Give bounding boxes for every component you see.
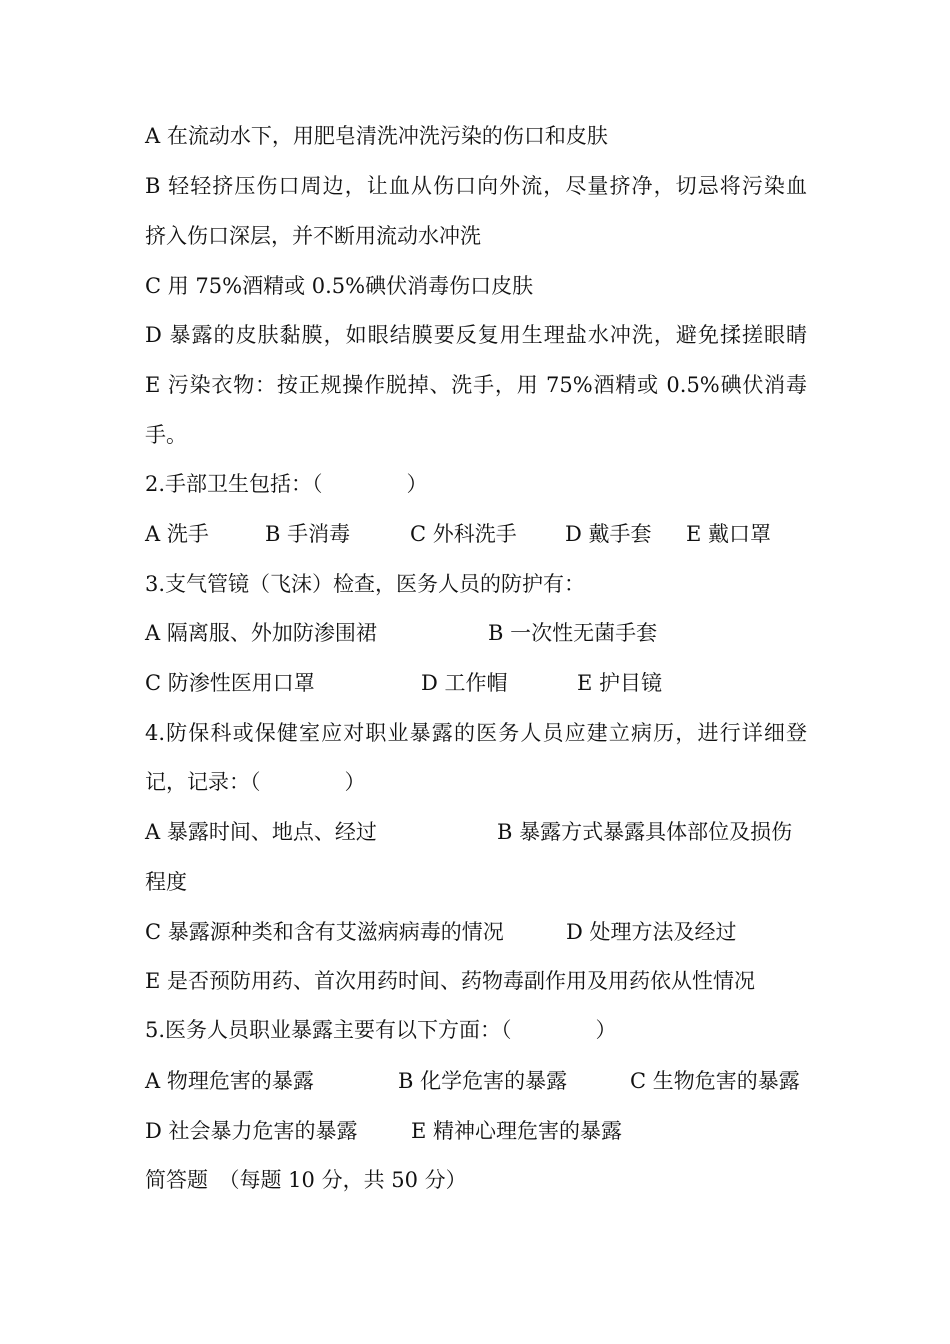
q5-option-d: D 社会暴力危害的暴露 [145,1119,358,1143]
q2-option-a: A 洗手 [145,522,209,546]
q4-option-a: A 暴露时间、地点、经过 [145,820,377,844]
q1-option-d: D 暴露的皮肤黏膜，如眼结膜要反复用生理盐水冲洗，避免揉搓眼睛 [145,323,807,347]
q5-question: 5.医务人员职业暴露主要有以下方面：（ ） [145,1018,617,1042]
q2-question: 2.手部卫生包括：（ ） [145,472,428,496]
q3-question: 3.支气管镜（飞沫）检查，医务人员的防护有： [145,572,586,596]
q1-option-b-line1: B 轻轻挤压伤口周边，让血从伤口向外流，尽量挤净，切忌将污染血 [145,174,807,198]
q3-option-a: A 隔离服、外加防渗围裙 [145,621,377,645]
q3-option-d: D 工作帽 [421,671,508,695]
q5-option-c: C 生物危害的暴露 [630,1069,800,1093]
q1-option-e-line2: 手。 [145,423,187,447]
q1-option-b-line2: 挤入伤口深层，并不断用流动水冲洗 [145,224,481,248]
q4-question-line1: 4.防保科或保健室应对职业暴露的医务人员应建立病历，进行详细登 [145,721,807,745]
q3-option-c: C 防渗性医用口罩 [145,671,315,695]
q4-option-c: C 暴露源种类和含有艾滋病病毒的情况 [145,920,504,944]
q1-option-e-line1: E 污染衣物：按正规操作脱掉、洗手，用 75%酒精或 0.5%碘伏消毒 [145,373,807,397]
q5-option-a: A 物理危害的暴露 [145,1069,314,1093]
q2-option-d: D 戴手套 [565,522,652,546]
q4-question-line2: 记，记录：（ ） [145,770,366,794]
q3-option-b: B 一次性无菌手套 [488,621,658,645]
q4-option-d: D 处理方法及经过 [566,920,737,944]
q4-option-e: E 是否预防用药、首次用药时间、药物毒副作用及用药依从性情况 [145,969,756,993]
q4-option-b-line1: B 暴露方式暴露具体部位及损伤 [497,820,793,844]
q2-option-b: B 手消毒 [265,522,351,546]
q4-option-b-line2: 程度 [145,870,187,894]
q2-option-e: E 戴口罩 [686,522,772,546]
q5-option-e: E 精神心理危害的暴露 [411,1119,623,1143]
q2-option-c: C 外科洗手 [410,522,517,546]
section-title: 简答题 （每题 10 分，共 50 分） [145,1168,467,1192]
q3-option-e: E 护目镜 [577,671,663,695]
q5-option-b: B 化学危害的暴露 [398,1069,568,1093]
q1-option-c: C 用 75%酒精或 0.5%碘伏消毒伤口皮肤 [145,274,534,298]
q1-option-a: A 在流动水下，用肥皂清洗冲洗污染的伤口和皮肤 [145,124,608,148]
